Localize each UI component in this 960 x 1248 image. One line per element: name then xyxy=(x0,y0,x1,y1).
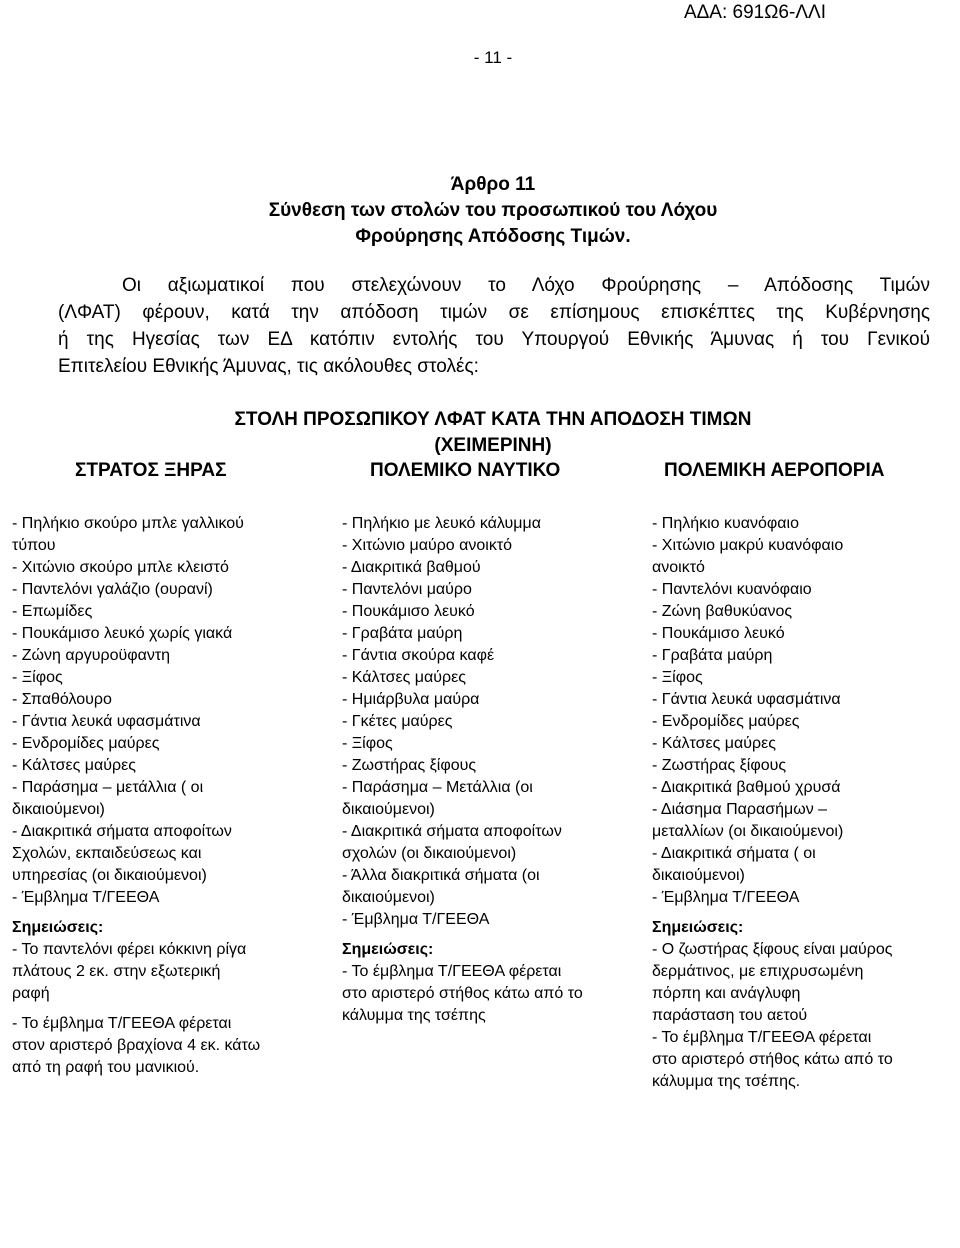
uniform-item: - Ξίφος xyxy=(12,669,63,686)
uniform-item: - Γραβάτα μαύρη xyxy=(342,625,463,642)
uniform-item: - Κάλτσες μαύρες xyxy=(652,735,776,752)
article-title-line-1: Σύνθεση των στολών του προσωπικού του Λόχου xyxy=(268,200,718,221)
uniform-item: - Σπαθόλουρο xyxy=(12,691,112,708)
note-line: παράσταση του αετού xyxy=(652,1007,808,1024)
note-line: στον αριστερό βραχίονα 4 εκ. κάτω xyxy=(12,1037,261,1054)
uniform-item: Σχολών, εκπαιδεύσεως και xyxy=(12,845,202,862)
table-heading-line-2: (ΧΕΙΜΕΡΙΝΗ) xyxy=(434,435,552,456)
column-header-navy: ΠΟΛΕΜΙΚΟ ΝΑΥΤΙΚΟ xyxy=(370,460,561,481)
uniform-item: - Πουκάμισο λευκό χωρίς γιακά xyxy=(12,625,233,642)
uniform-item: υπηρεσίας (οι δικαιούμενοι) xyxy=(12,867,207,884)
intro-line: (ΛΦΑΤ) φέρουν, κατά την απόδοση τιμών σε επίσημους επισκέπτες της Κυβέρνησης xyxy=(58,302,930,323)
uniform-item: δικαιούμενοι) xyxy=(12,801,105,818)
uniform-item: - Ζώνη αργυροϋφαντη xyxy=(12,647,171,664)
uniform-item: - Διακριτικά σήματα αποφοίτων xyxy=(342,823,562,840)
uniform-item: δικαιούμενοι) xyxy=(652,867,745,884)
uniform-item: - Γραβάτα μαύρη xyxy=(652,647,773,664)
intro-line: Επιτελείου Εθνικής Άμυνας, τις ακόλουθες στολές: xyxy=(58,356,479,377)
airforce-uniform-column xyxy=(652,513,952,1093)
uniform-item: δικαιούμενοι) xyxy=(342,801,435,818)
uniform-item: - Παντελόνι γαλάζιο (ουρανί) xyxy=(12,581,213,598)
uniform-item: - Ξίφος xyxy=(342,735,393,752)
uniform-item: - Διάσημα Παρασήμων – xyxy=(652,801,828,818)
uniform-item: - Άλλα διακριτικά σήματα (οι xyxy=(342,867,540,884)
note-line: - Ο ζωστήρας ξίφους είναι μαύρος xyxy=(652,941,893,958)
uniform-item: - Γάντια λευκά υφασμάτινα xyxy=(12,713,201,730)
note-line: - Το παντελόνι φέρει κόκκινη ρίγα xyxy=(12,941,247,958)
uniform-item: - Χιτώνιο μαύρο ανοικτό xyxy=(342,537,513,554)
uniform-item: - Ξίφος xyxy=(652,669,703,686)
note-line: - Το έμβλημα Τ/ΓΕΕΘΑ φέρεται xyxy=(12,1015,232,1032)
uniform-item: - Ενδρομίδες μαύρες xyxy=(12,735,160,752)
note-line: στο αριστερό στήθος κάτω από το xyxy=(342,985,583,1002)
uniform-item: - Γάντια σκούρα καφέ xyxy=(342,647,495,664)
uniform-item: δικαιούμενοι) xyxy=(342,889,435,906)
spacer xyxy=(12,909,307,917)
uniform-item: - Παράσημα – Μετάλλια (οι xyxy=(342,779,533,796)
notes-heading: Σημειώσεις: xyxy=(342,941,434,958)
column-header-army: ΣΤΡΑΤΟΣ ΞΗΡΑΣ xyxy=(75,460,227,481)
navy-uniform-column xyxy=(342,513,637,1027)
uniform-item: - Διακριτικά βαθμού xyxy=(342,559,481,576)
uniform-item: - Πηλήκιο κυανόφαιο xyxy=(652,515,799,532)
uniform-item: - Επωμίδες xyxy=(12,603,93,620)
uniform-item: - Πουκάμισο λευκό xyxy=(342,603,475,620)
uniform-item: - Έμβλημα Τ/ΓΕΕΘΑ xyxy=(652,889,800,906)
column-header-airforce: ΠΟΛΕΜΙΚΗ ΑΕΡΟΠΟΡΙΑ xyxy=(664,460,885,481)
note-line: - Το έμβλημα Τ/ΓΕΕΘΑ φέρεται xyxy=(342,963,562,980)
uniform-item: - Ενδρομίδες μαύρες xyxy=(652,713,800,730)
spacer xyxy=(652,909,952,917)
uniform-item: τύπου xyxy=(12,537,56,554)
note-line: από τη ραφή του μανικιού. xyxy=(12,1059,200,1076)
uniform-item: - Γάντια λευκά υφασμάτινα xyxy=(652,691,841,708)
uniform-item: - Διακριτικά σήματα αποφοίτων xyxy=(12,823,232,840)
note-line: πόρπη και ανάγλυφη xyxy=(652,985,801,1002)
note-line: κάλυμμα της τσέπης xyxy=(342,1007,486,1024)
uniform-item: - Πηλήκιο σκούρο μπλε γαλλικού xyxy=(12,515,244,532)
uniform-item: - Ημιάρβυλα μαύρα xyxy=(342,691,480,708)
page-number: - 11 - xyxy=(473,48,513,67)
note-line: πλάτους 2 εκ. στην εξωτερική xyxy=(12,963,221,980)
uniform-item: - Παράσημα – μετάλλια ( οι xyxy=(12,779,204,796)
uniform-item: - Παντελόνι κυανόφαιο xyxy=(652,581,812,598)
uniform-item: - Χιτώνιο σκούρο μπλε κλειστό xyxy=(12,559,229,576)
intro-line: ή της Ηγεσίας των ΕΔ κατόπιν εντολής του Υπουργού Εθνικής Άμυνας ή του Γενικού xyxy=(58,329,930,350)
note-line: ραφή xyxy=(12,985,50,1002)
uniform-item: - Κάλτσες μαύρες xyxy=(12,757,136,774)
uniform-item: - Έμβλημα Τ/ΓΕΕΘΑ xyxy=(12,889,160,906)
uniform-item: σχολών (οι δικαιούμενοι) xyxy=(342,845,517,862)
uniform-item: - Διακριτικά βαθμού χρυσά xyxy=(652,779,841,796)
spacer xyxy=(12,1005,307,1013)
uniform-item: - Έμβλημα Τ/ΓΕΕΘΑ xyxy=(342,911,490,928)
uniform-item: - Ζωστήρας ξίφους xyxy=(342,757,477,774)
note-line: κάλυμμα της τσέπης. xyxy=(652,1073,801,1090)
uniform-item: - Πουκάμισο λευκό xyxy=(652,625,785,642)
uniform-item: - Διακριτικά σήματα ( οι xyxy=(652,845,816,862)
uniform-item: - Ζωστήρας ξίφους xyxy=(652,757,787,774)
notes-heading: Σημειώσεις: xyxy=(12,919,104,936)
article-title-line-2: Φρούρησης Απόδοσης Τιμών. xyxy=(355,226,631,247)
article-title xyxy=(0,172,960,250)
uniform-item: - Κάλτσες μαύρες xyxy=(342,669,466,686)
notes-heading: Σημειώσεις: xyxy=(652,919,744,936)
uniform-item: - Πηλήκιο με λευκό κάλυμμα xyxy=(342,515,541,532)
table-heading xyxy=(0,407,960,459)
uniform-item: - Χιτώνιο μακρύ κυανόφαιο xyxy=(652,537,844,554)
ada-code: ΑΔΑ: 691Ω6-ΛΛΙ xyxy=(683,2,826,23)
uniform-item: - Γκέτες μαύρες xyxy=(342,713,453,730)
uniform-item: - Ζώνη βαθυκύανος xyxy=(652,603,793,620)
uniform-item: - Παντελόνι μαύρο xyxy=(342,581,472,598)
table-heading-line-1: ΣΤΟΛΗ ΠΡΟΣΩΠΙΚΟΥ ΛΦΑΤ ΚΑΤΑ ΤΗΝ ΑΠΟΔΟΣΗ ΤΙΜΩΝ xyxy=(234,409,752,430)
intro-paragraph xyxy=(58,272,930,380)
uniform-item: μεταλλίων (οι δικαιούμενοι) xyxy=(652,823,844,840)
spacer xyxy=(342,931,637,939)
note-line: στο αριστερό στήθος κάτω από το xyxy=(652,1051,893,1068)
army-uniform-column xyxy=(12,513,307,1079)
article-number: Άρθρο 11 xyxy=(450,174,536,195)
uniform-item: ανοικτό xyxy=(652,559,705,576)
note-line: δερμάτινος, με επιχρυσωμένη xyxy=(652,963,864,980)
intro-line: Οι αξιωματικοί που στελεχώνουν το Λόχο Φρούρησης – Απόδοσης Τιμών xyxy=(122,275,930,296)
note-line: - Το έμβλημα Τ/ΓΕΕΘΑ φέρεται xyxy=(652,1029,872,1046)
